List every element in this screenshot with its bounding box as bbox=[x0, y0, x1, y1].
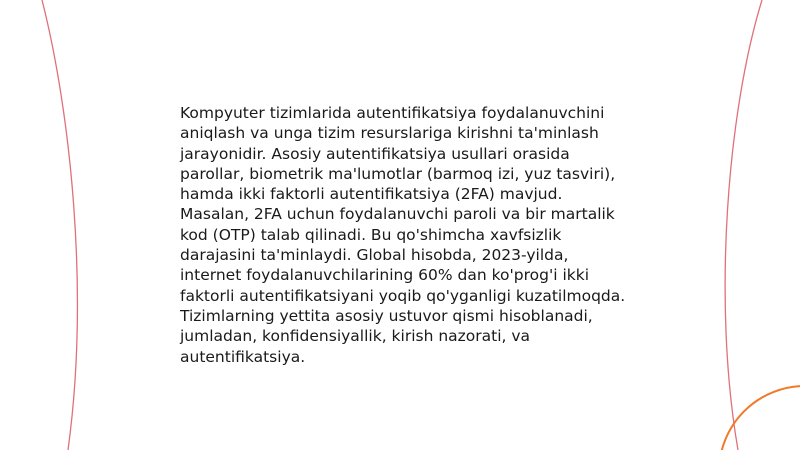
left-curve bbox=[42, 0, 77, 450]
right-curve bbox=[725, 0, 762, 450]
body-paragraph: Kompyuter tizimlarida autentifikatsiya foydalanuvchini aniqlash va unga tizim resurslariga kirishni ta'minlash jarayonidir. Asosiy autentifikatsiya usullari orasida parollar, biometrik ma'lumotlar (barmoq izi, yuz tasviri), hamda ikki faktorli autentifikatsiya (2FA) mavjud. Masalan, 2FA uchun foydalanuvchi paroli va bir martalik kod (OTP) talab qilinadi. Bu qo'shimcha xavfsizlik darajasini ta'minlaydi. Global hisobda, 2023-yilda, internet foydalanuvchilarining 60% dan ko'prog'i ikki faktorli autentifikatsiyani yoqib qo'yganligi kuzatilmoqda. Tizimlarning yettita asosiy ustuvor qismi hisoblanadi, jumladan, konfidensiyallik, kirish nazorati, va autentifikatsiya. bbox=[180, 104, 626, 366]
orange-arc bbox=[719, 386, 800, 450]
